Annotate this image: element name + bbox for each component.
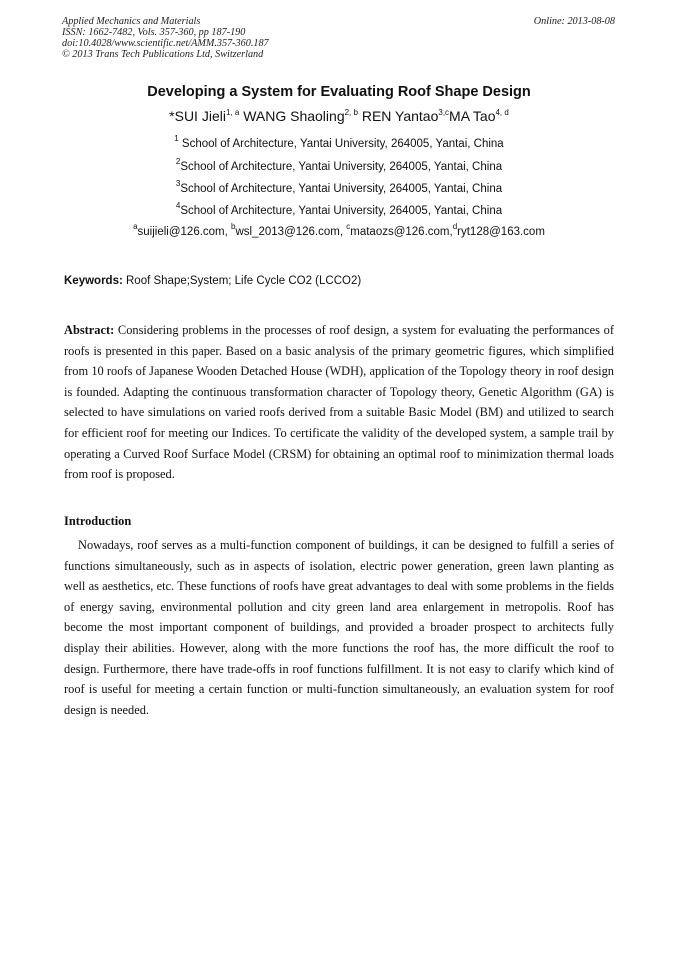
abstract-text: Considering problems in the processes of roof design, a system for evaluating the performances of roofs is presented in this paper. Based on a basic analysis of the primary geometric figures, which simplified from 10 roofs of Japanese Wooden Detached House (WDH), application of the Topology theory in roof design is founded. Adapting the continuous transformation character of Topology theory, Genetic Algorithm (GA) is selected to have simulations on varied roofs derived from a suitable Basic Model (BM) and utilized to search for efficient roof for meeting our Indices. To certificate the validity of the developed system, a sample trail by operating a Curved Roof Surface Model (CRSM) for obtaining an optimal roof to minimization thermal loads from roof is proposed.: [64, 323, 614, 482]
journal-name: Applied Mechanics and Materials: [62, 16, 201, 27]
author-4-sup: 4, d: [495, 108, 509, 117]
online-date: Online: 2013-08-08: [533, 16, 615, 27]
keywords-section: [64, 275, 614, 287]
email-list: [0, 222, 678, 238]
author-4: MA Tao: [449, 108, 496, 124]
email-sup: a: [133, 222, 138, 231]
author-2-sup: 2, b: [344, 108, 358, 117]
affiliation-text: School of Architecture, Yantai University, 264005, Yantai, China: [180, 183, 503, 195]
abstract-section: [64, 320, 614, 485]
affiliation-4: [0, 201, 678, 217]
affiliation-3: [0, 179, 678, 195]
author-1: *SUI Jieli: [169, 108, 226, 124]
author-2: WANG Shaoling: [243, 108, 345, 124]
author-1-sup: 1, a: [225, 108, 240, 117]
affiliation-text: School of Architecture, Yantai University, 264005, Yantai, China: [180, 161, 503, 173]
email-a[interactable]: suijieli@126.com,: [137, 226, 232, 238]
affiliation-num: 4: [175, 201, 181, 210]
journal-header: [62, 16, 615, 60]
affiliation-text: School of Architecture, Yantai University, 264005, Yantai, China: [178, 138, 504, 150]
email-sup: c: [346, 222, 351, 231]
email-b[interactable]: wsl_2013@126.com,: [235, 226, 347, 238]
keywords-text: Roof Shape;System; Life Cycle CO2 (LCCO2): [122, 275, 362, 287]
introduction-heading: Introduction: [64, 514, 132, 528]
email-sup: b: [231, 222, 236, 231]
paper-title: Developing a System for Evaluating Roof Shape Design: [147, 84, 531, 100]
affiliation-1: [0, 134, 678, 150]
email-d[interactable]: ryt128@163.com: [457, 226, 545, 238]
doi-line: doi:10.4028/www.scientific.net/AMM.357-360.187: [62, 38, 269, 49]
introduction-paragraph: Nowadays, roof serves as a multi-function component of buildings, it can be designed to fulfill a series of functions simultaneously, such as in aspects of isolation, electric power generation, green lawn planting as well as aesthetics, etc. These functions of roofs have great advantages to deal with some problems in the fields of energy saving, environmental pollution and city green land area enlargement in metropolis. Roof has become the most important component of buildings, and provided a broader prospect to architects fully display their abilities. However, along with the more functions the roof has, the more difficult the roof to design. Furthermore, there have trade-offs in roof functions fulfillment. It is not easy to clarify which kind of roof is useful for meeting a certain function or multi-function simultaneously, an evaluation system for roof design is needed.: [64, 538, 614, 717]
issn-line: ISSN: 1662-7482, Vols. 357-360, pp 187-190: [62, 27, 246, 38]
affiliation-num: 1: [174, 134, 179, 143]
copyright-line: © 2013 Trans Tech Publications Ltd, Switzerland: [62, 49, 264, 60]
affiliation-text: School of Architecture, Yantai University, 264005, Yantai, China: [180, 205, 503, 217]
abstract-label: Abstract:: [64, 323, 115, 337]
affiliation-num: 2: [175, 157, 181, 166]
author-3: REN Yantao: [361, 108, 439, 124]
email-sup: d: [452, 222, 458, 231]
author-3-sup: 3,c: [438, 108, 450, 117]
author-list: [0, 108, 678, 124]
keywords-label: Keywords:: [64, 275, 123, 287]
email-c[interactable]: mataozs@126.com,: [350, 226, 453, 238]
affiliation-num: 3: [175, 179, 181, 188]
affiliation-2: [0, 157, 678, 173]
